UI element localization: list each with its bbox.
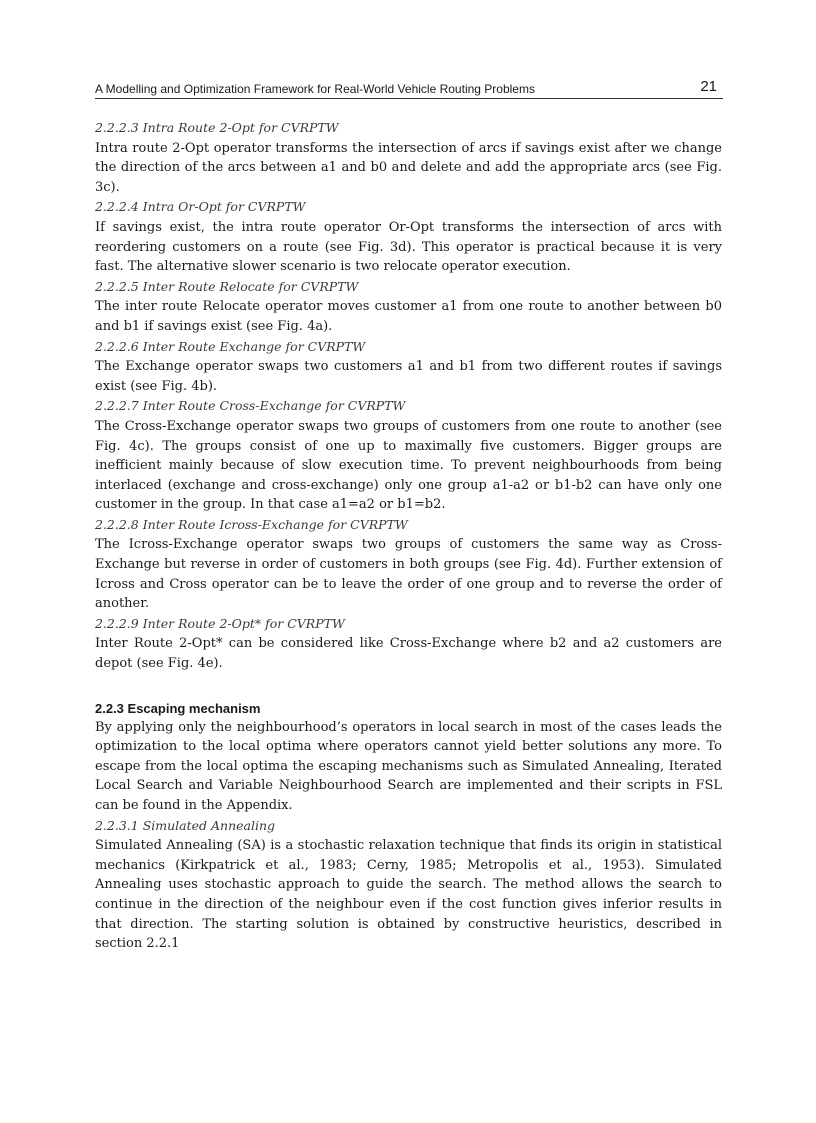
page-header bbox=[95, 78, 723, 99]
subsection-heading: 2.2.2.7 Inter Route Cross-Exchange for CVRPTW bbox=[95, 398, 406, 414]
paragraph: Intra route 2-Opt operator transforms the intersection of arcs if savings exist after we change the direction of the arcs between a1 and b0 and delete and add the appropriate arcs (see Fig. 3c). bbox=[95, 140, 722, 195]
subsection-heading: 2.2.2.4 Intra Or-Opt for CVRPTW bbox=[95, 199, 306, 215]
section-heading: 2.2.3 Escaping mechanism bbox=[95, 700, 261, 716]
paragraph: The Cross-Exchange operator swaps two groups of customers from one route to another (see Fig. 4c). The groups consist of one up to maximally five customers. Bigger groups are inefficient mainly because of slow execution time. To prevent neighbourhoods from being interlaced (exchange and cross-exchange) only one group a1-a2 or b1-b2 can have only one customer in the group. In that case a1=a2 or b1=b2. bbox=[95, 418, 722, 513]
page-number: 21 bbox=[700, 78, 717, 95]
subsection-heading: 2.2.2.3 Intra Route 2-Opt for CVRPTW bbox=[95, 120, 339, 135]
paragraph: By applying only the neighbourhood’s operators in local search in most of the cases leads the optimization to the local optima where operators cannot yield better solutions any more. To escape from the local optima the escaping mechanisms such as Simulated Annealing, Iterated Local Search and Variable Neighbourhood Search are implemented and their scripts in FSL can be found in the Appendix. bbox=[95, 719, 722, 813]
paragraph: Inter Route 2-Opt* can be considered like Cross-Exchange where b2 and a2 customers are depot (see Fig. 4e). bbox=[95, 636, 722, 672]
paragraph: If savings exist, the intra route operator Or-Opt transforms the intersection of arcs with reordering customers on a route (see Fig. 3d). This operator is practical because it is very fast. The alternative slower scenario is two relocate operator execution. bbox=[95, 219, 722, 275]
paragraph: Simulated Annealing (SA) is a stochastic relaxation technique that finds its origin in statistical mechanics (Kirkpatrick et al., 1983; Cerny, 1985; Metropolis et al., 1953). Simulated Annealing uses stochastic approach to guide the search. The method allows the search to continue in the direction of the neighbour even if the cost function gives inferior results in that direction. The starting solution is obtained by constructive heuristics, described in section 2.2.1 bbox=[95, 838, 722, 952]
subsection-heading: 2.2.2.6 Inter Route Exchange for CVRPTW bbox=[95, 338, 366, 354]
running-title: A Modelling and Optimization Framework for Real-World Vehicle Routing Problems bbox=[95, 82, 535, 96]
paragraph: The inter route Relocate operator moves customer a1 from one route to another between b0 and b1 if savings exist (see Fig. 4a). bbox=[95, 299, 722, 334]
subsection-heading: 2.2.2.9 Inter Route 2-Opt* for CVRPTW bbox=[95, 615, 345, 631]
subsection-heading: 2.2.3.1 Simulated Annealing bbox=[95, 817, 276, 833]
paragraph: The Exchange operator swaps two customers a1 and b1 from two different routes if savings exist (see Fig. 4b). bbox=[95, 359, 722, 394]
subsection-heading: 2.2.2.8 Inter Route Icross-Exchange for CVRPTW bbox=[95, 516, 408, 532]
page-body bbox=[95, 118, 722, 954]
subsection-heading: 2.2.2.5 Inter Route Relocate for CVRPTW bbox=[95, 278, 359, 294]
paragraph: The Icross-Exchange operator swaps two groups of customers the same way as Cross-Exchange but reverse in order of customers in both groups (see Fig. 4d). Further extension of Icross and Cross operator can be to leave the order of one group and to reverse the order of another. bbox=[95, 537, 722, 612]
